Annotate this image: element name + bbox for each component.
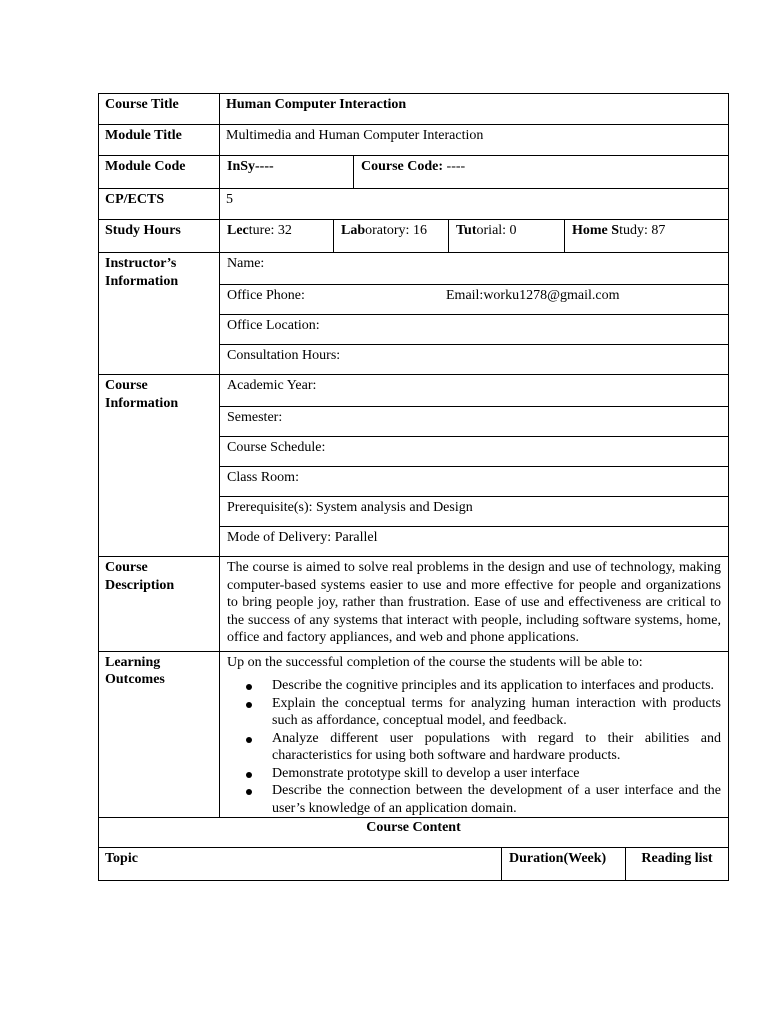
instructor-row: [99, 253, 729, 375]
topic-column-header: Topic: [105, 851, 138, 866]
instructor-label: Instructor’s Information: [99, 253, 220, 375]
instructor-name: Name:: [227, 256, 265, 271]
course-info-row: [99, 375, 729, 557]
course-content-heading: Course Content: [99, 818, 729, 848]
instructor-email: Email:worku1278@gmail.com: [446, 288, 620, 303]
mode-of-delivery: Mode of Delivery: Parallel: [220, 526, 728, 556]
module-code-row: [99, 156, 729, 189]
course-title-value: Human Computer Interaction: [226, 97, 407, 112]
academic-year: Academic Year:: [227, 378, 317, 393]
module-title-row: [99, 125, 729, 156]
cp-ects-row: [99, 189, 729, 220]
course-code-label: Course Code:: [361, 159, 444, 174]
office-location: Office Location:: [220, 314, 728, 344]
module-code-label: Module Code: [99, 156, 220, 189]
list-item: Describe the connection between the development of a user interface and the user’s knowledge of an application domain.: [272, 782, 721, 817]
course-title-label: Course Title: [99, 94, 220, 125]
course-outline-table: [98, 93, 729, 881]
cp-ects-label: CP/ECTS: [99, 189, 220, 220]
module-title-value: Multimedia and Human Computer Interaction: [226, 128, 484, 143]
course-description-text: The course is aimed to solve real problems in the design and use of technology, making computer-based systems easier to use and more effective for people and organizations to bring people joy, rather than frustration. Ease of use and effectiveness are critical to the success of any systems that interact with people, including software systems, home, office and factory appliances, and web and phone applications.: [227, 560, 721, 645]
list-item: Explain the conceptual terms for analyzing human interaction with products such as affordance, conceptual model, and feedback.: [272, 695, 721, 730]
list-item: Analyze different user populations with regard to their abilities and characteristics for using both software and hardware products.: [272, 730, 721, 765]
laboratory-hours: Laboratory: 16: [334, 220, 449, 252]
course-description-row: [99, 557, 729, 652]
consultation-hours: Consultation Hours:: [220, 344, 728, 374]
duration-column-header: Duration(Week): [502, 848, 626, 880]
reading-list-column-header: Reading list: [626, 848, 729, 880]
tutorial-hours: Tutorial: 0: [449, 220, 565, 252]
learning-outcomes-list: [220, 677, 728, 817]
class-room: Class Room:: [220, 466, 728, 496]
study-hours-row: [99, 220, 729, 253]
study-hours-label: Study Hours: [99, 220, 220, 253]
course-schedule: Course Schedule:: [220, 436, 728, 466]
semester: Semester:: [220, 406, 728, 436]
course-outline-page: [98, 93, 728, 881]
prerequisites: Prerequisite(s): System analysis and Design: [220, 496, 728, 526]
module-code-value: InSy----: [227, 159, 274, 174]
lecture-hours: Lecture: 32: [227, 223, 292, 238]
list-item: Demonstrate prototype skill to develop a user interface: [272, 765, 721, 783]
home-study-hours: Home Study: 87: [565, 220, 729, 252]
list-item: Describe the cognitive principles and its application to interfaces and products.: [272, 677, 721, 695]
course-code-value: ----: [443, 159, 466, 174]
office-phone: Office Phone:: [227, 288, 305, 303]
cp-ects-value: 5: [226, 192, 233, 207]
course-content-heading-row: [99, 818, 729, 848]
course-content-header-row: [99, 848, 729, 881]
course-description-label: Course Description: [99, 557, 220, 652]
course-info-label: Course Information: [99, 375, 220, 557]
module-title-label: Module Title: [99, 125, 220, 156]
learning-outcomes-label: Learning Outcomes: [99, 651, 220, 818]
learning-outcomes-row: [99, 651, 729, 818]
course-title-row: [99, 94, 729, 125]
learning-outcomes-intro: Up on the successful completion of the course the students will be able to:: [227, 654, 643, 670]
